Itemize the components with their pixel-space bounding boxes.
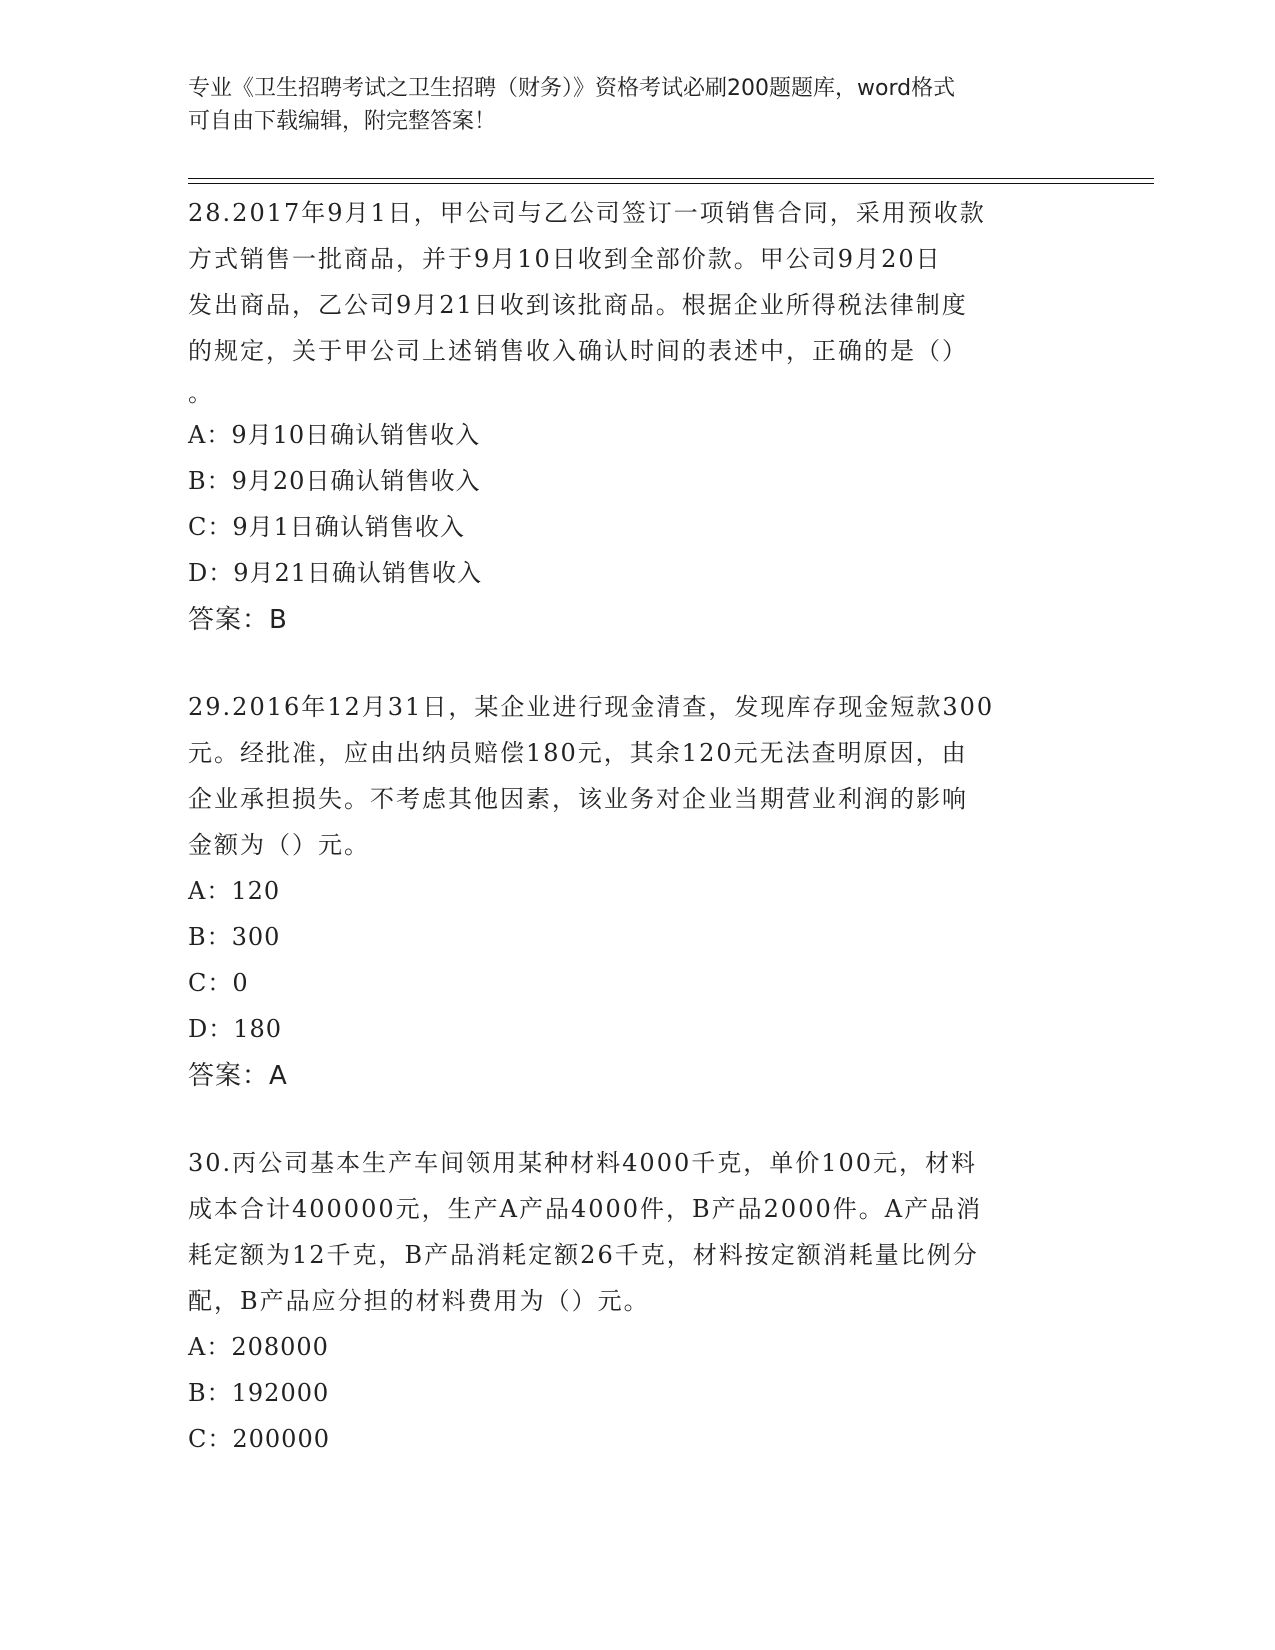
stem-line: 金额为（）元。 (188, 831, 370, 859)
option-a: A：9月10日确认销售收入 (188, 421, 481, 449)
option-c: C：0 (188, 969, 249, 997)
option-c: C：9月1日确认销售收入 (188, 513, 465, 541)
header-line-2: 可自由下载编辑，附完整答案！ (188, 109, 497, 134)
question-30 (188, 1140, 1088, 1462)
question-list (188, 190, 1088, 1502)
stem-line: 。 (188, 379, 214, 407)
stem-line: 28.2017年9月1日，甲公司与乙公司签订一项销售合同，采用预收款 (188, 199, 986, 227)
stem-line: 成本合计400000元，生产A产品4000件，B产品2000件。A产品消 (188, 1195, 983, 1223)
stem-line: 29.2016年12月31日，某企业进行现金清查，发现库存现金短款300 (188, 693, 995, 721)
stem-line: 企业承担损失。不考虑其他因素，该业务对企业当期营业利润的影响 (188, 785, 968, 813)
question-stem (188, 190, 1088, 412)
stem-line: 30.丙公司基本生产车间领用某种材料4000千克，单价100元，材料 (188, 1149, 978, 1177)
stem-line: 元。经批准，应由出纳员赔偿180元，其余120元无法查明原因，由 (188, 739, 968, 767)
header-divider-top (188, 178, 1154, 179)
document-header (188, 72, 1088, 138)
header-line-1: 专业《卫生招聘考试之卫生招聘（财务）》资格考试必刷200题题库，word格式 (188, 76, 956, 101)
option-c: C：200000 (188, 1425, 330, 1453)
stem-line: 发出商品，乙公司9月21日收到该批商品。根据企业所得税法律制度 (188, 291, 968, 319)
option-a: A：120 (188, 877, 281, 905)
option-b: B：192000 (188, 1379, 330, 1407)
option-d: D：9月21日确认销售收入 (188, 559, 483, 587)
question-28 (188, 190, 1088, 644)
stem-line: 方式销售一批商品，并于9月10日收到全部价款。甲公司9月20日 (188, 245, 942, 273)
answer-line: 答案：B (188, 605, 288, 635)
question-stem (188, 1140, 1088, 1324)
header-divider-bottom (188, 183, 1154, 184)
option-d: D：180 (188, 1015, 283, 1043)
stem-line: 的规定，关于甲公司上述销售收入确认时间的表述中，正确的是（） (188, 337, 968, 365)
question-29 (188, 684, 1088, 1100)
option-a: A：208000 (188, 1333, 329, 1361)
stem-line: 耗定额为12千克，B产品消耗定额26千克，材料按定额消耗量比例分 (188, 1241, 979, 1269)
option-b: B：300 (188, 923, 281, 951)
stem-line: 配，B产品应分担的材料费用为（）元。 (188, 1287, 650, 1315)
answer-line: 答案：A (188, 1061, 288, 1091)
option-b: B：9月20日确认销售收入 (188, 467, 481, 495)
question-stem (188, 684, 1088, 868)
